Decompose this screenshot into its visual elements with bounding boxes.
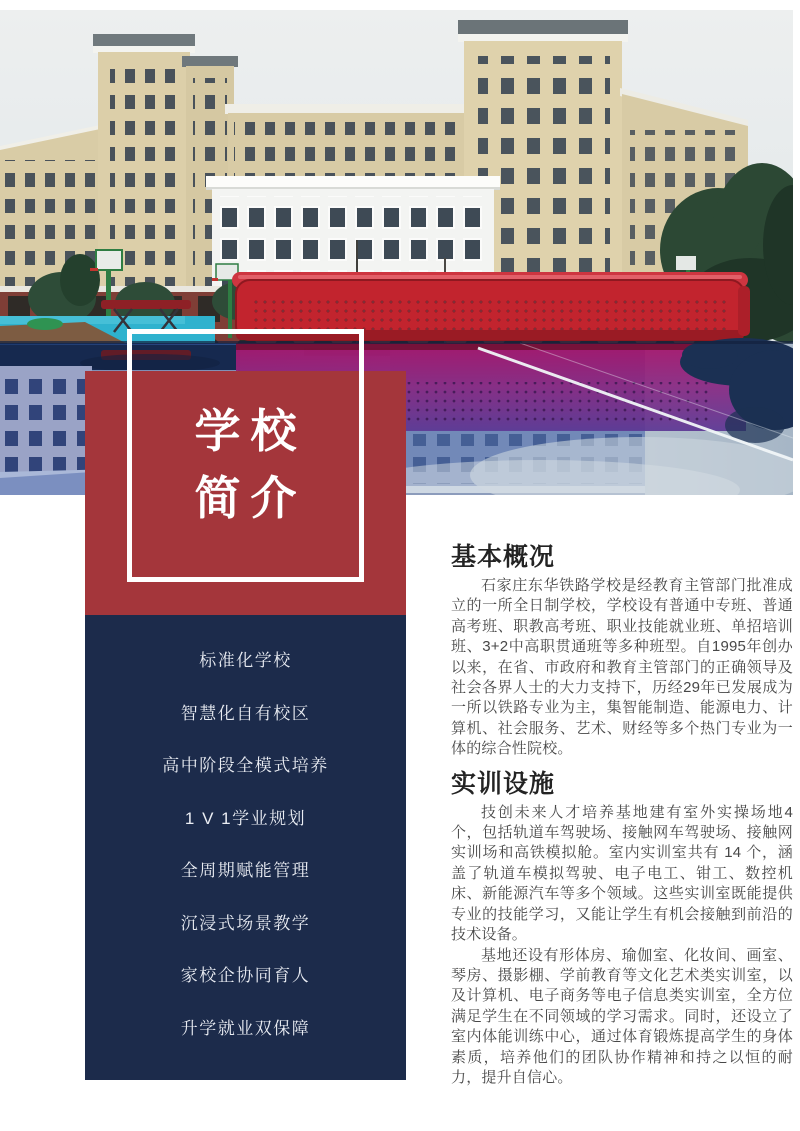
feature-item-smart-campus: 智慧化自有校区 (180, 703, 311, 723)
red-bench (232, 272, 750, 340)
paragraph-basic-overview: 石家庄东华铁路学校是经教育主管部门批准成立的一所全日制学校，学校设有普通中专班、普通高考班、职教高考班、职业技能就业班、单招培训班、3+2中高职贯通班等多种班型。自1995年创办以来，在省、市政府和教育主管部门的正确领导及社会各界人士的大力支持下，历经29年已发展成为一所以铁路专业为主，集智能制造、能源电力、计算机、社会服务、艺术、财经等多个热门专业为一体的综合性院校。 (451, 577, 793, 758)
paragraph-training-facilities-2: 基地还设有形体房、瑜伽室、化妆间、画室、琴房、摄影棚、学前教育等文化艺术类实训室，以及计算机、电子商务等电子信息类实训室，全方位满足学生在不同领域的学习需求。同时，还设立了室内体能训练中心，通过体育锻炼提高学生的身体素质，培养他们的团队协作精神和持之以恒的耐力，提升自信心。 (451, 946, 793, 1086)
section-heading-training-facilities: 实训设施 (451, 769, 556, 798)
section-heading-basic-overview: 基本概况 (451, 543, 556, 571)
content-column (451, 542, 793, 1088)
section-basic-overview (451, 542, 793, 760)
feature-item-standardized-school: 标准化学校 (199, 651, 292, 671)
feature-item-full-mode-training: 高中阶段全模式培养 (162, 756, 329, 776)
feature-item-dual-guarantee: 升学就业双保障 (180, 1018, 311, 1038)
section-training-facilities (451, 769, 793, 1089)
title-line-1: 学校 (194, 405, 307, 457)
feature-item-1v1-planning: 1 V 1学业规划 (184, 808, 307, 828)
paragraph-training-facilities-1: 技创未来人才培养基地建有室外实操场地4个，包括轨道车驾驶场、接触网车驾驶场、接触网实训场和高铁模拟舱。室内实训室共有 14 个，涵盖了轨道车模拟驾驶、电子电工、钳工、数控机床、新能源汽车等多个领域。这些实训室既能提供专业的技能学习，又能让学生有机会接触到前沿的技术设备。 (451, 803, 793, 944)
feature-item-immersive-teaching: 沉浸式场景教学 (180, 913, 311, 933)
feature-list (85, 615, 406, 1080)
feature-item-full-cycle-management: 全周期赋能管理 (180, 861, 311, 881)
section-title-card (85, 371, 406, 615)
feature-item-collaborative-education: 家校企协同育人 (180, 966, 311, 986)
title-line-2: 简介 (194, 472, 307, 524)
